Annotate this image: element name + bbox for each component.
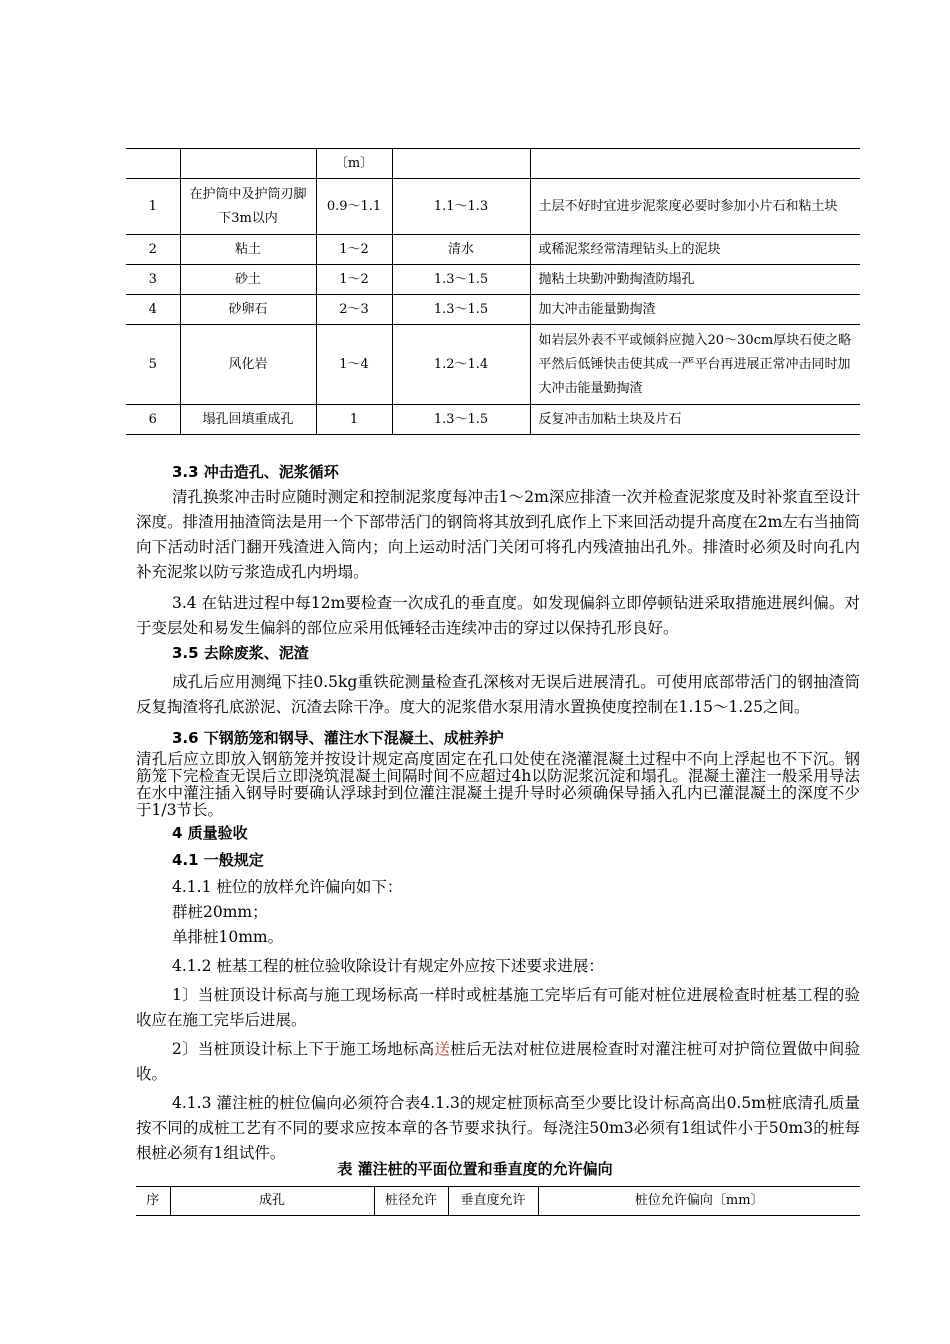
- paragraph: 清孔后应立即放入钢筋笼并按设计规定高度固定在孔口处使在浇灌混凝土过程中不向上浮起也不下沉。钢筋笼下完检查无误后立即浇筑混凝土间隔时间不应超过4h以防泥浆沉淀和塌孔。混凝土灌注一般采用导法在水中灌注插入钢导时要确认浮球封到位灌注混凝土提升导时必须确保导插入孔内已灌混凝土的深度不少于1/3节长。: [136, 750, 860, 819]
- row-layer: 砂卵石: [180, 295, 316, 325]
- section-heading: 3.5 去除废浆、泥渣: [172, 644, 309, 662]
- row-no: 5: [126, 325, 180, 405]
- paragraph: 4.1.1 桩位的放样允许偏向如下：: [172, 878, 403, 896]
- row-height: 1～2: [316, 265, 392, 295]
- pile-deviation-table: [136, 1186, 860, 1216]
- row-density: 清水: [392, 235, 530, 265]
- text-span: 桩后无法对桩位进展检查时对灌注桩可对护筒位置做中间验收。: [136, 1040, 860, 1083]
- row-height: 1～2: [316, 235, 392, 265]
- section-heading: 4 质量验收: [172, 824, 248, 842]
- row-height: 1～4: [316, 325, 392, 405]
- highlighted-char: 送: [434, 1040, 451, 1058]
- row-note: 或稀泥浆经常清理钻头上的泥块: [530, 235, 860, 265]
- row-layer: 粘土: [180, 235, 316, 265]
- table-cell: [530, 149, 860, 179]
- paragraph: 4.1.2 桩基工程的桩位验收除设计有规定外应按下述要求进展：: [172, 957, 604, 975]
- row-density: 1.3～1.5: [392, 295, 530, 325]
- section-heading: 3.3 冲击造孔、泥浆循环: [172, 463, 339, 481]
- table-row: [126, 265, 860, 295]
- row-layer: 砂土: [180, 265, 316, 295]
- paragraph: 单排桩10mm。: [172, 928, 284, 946]
- table-row: [126, 149, 860, 179]
- header-cell: 序: [136, 1187, 170, 1216]
- row-layer: 在护筒中及护筒刃脚下3m以内: [180, 179, 316, 235]
- paragraph: 1〕当桩顶设计标高与施工现场标高一样时或桩基施工完毕后有可能对桩位进展检查时桩基工程的验收应在施工完毕后进展。: [136, 986, 860, 1029]
- table-row: [126, 235, 860, 265]
- table-cell: [126, 149, 180, 179]
- paragraph: 群桩20mm；: [172, 903, 268, 921]
- header-cell: 桩径允许: [374, 1187, 448, 1216]
- header-cell: 桩位允许偏向〔mm〕: [538, 1187, 860, 1216]
- table-header-row: [136, 1187, 860, 1216]
- row-layer: 风化岩: [180, 325, 316, 405]
- row-height: 2～3: [316, 295, 392, 325]
- paragraph: 3.4 在钻进过程中每12m要检查一次成孔的垂直度。如发现偏斜立即停顿钻进采取措施进展纠偏。对于变层处和易发生偏斜的部位应采用低锤轻击连续冲击的穿过以保持孔形良好。: [136, 594, 860, 637]
- header-cell: 成孔: [170, 1187, 374, 1216]
- header-cell: 垂直度允许: [448, 1187, 538, 1216]
- text-span: 2〕当桩顶设计标上下于施工场地标高: [172, 1040, 435, 1058]
- paragraph: 成孔后应用测绳下挂0.5kg重铁砣测量检查孔深核对无误后进展清孔。可使用底部带活门的钢抽渣筒反复掏渣将孔底淤泥、沉渣去除干净。度大的泥浆借水泵用清水置换使度控制在1.15～1.25之间。: [136, 673, 860, 716]
- row-height: 0.9～1.1: [316, 179, 392, 235]
- table-row: [126, 325, 860, 405]
- table-row: [126, 179, 860, 235]
- row-density: 1.2～1.4: [392, 325, 530, 405]
- row-note: 土层不好时宜进步泥浆度必要时参加小片石和粘土块: [530, 179, 860, 235]
- paragraph: 4.1.3 灌注桩的桩位偏向必须符合表4.1.3的规定桩顶标高至少要比设计标高高出0.5m桩底清孔质量按不同的成桩工艺有不同的要求应按本章的各节要求执行。每浇注50m3必须有1组试件小于50m3的桩每根桩必须有1组试件。: [136, 1094, 860, 1162]
- row-no: 4: [126, 295, 180, 325]
- row-no: 3: [126, 265, 180, 295]
- row-note: 加大冲击能量勤掏渣: [530, 295, 860, 325]
- table-cell: [180, 149, 316, 179]
- row-no: 6: [126, 405, 180, 435]
- table-title: 表 灌注桩的平面位置和垂直度的允许偏向: [337, 1160, 613, 1178]
- table-cell: [392, 149, 530, 179]
- table-row: [126, 405, 860, 435]
- paragraph: [136, 1037, 860, 1087]
- section-heading: 4.1 一般规定: [172, 851, 264, 869]
- row-note: 抛粘土块勤冲勤掏渣防塌孔: [530, 265, 860, 295]
- row-height: 1: [316, 405, 392, 435]
- body-text: [136, 460, 860, 1166]
- row-no: 2: [126, 235, 180, 265]
- row-note: 反复冲击加粘土块及片石: [530, 405, 860, 435]
- row-density: 1.1～1.3: [392, 179, 530, 235]
- row-density: 1.3～1.5: [392, 265, 530, 295]
- paragraph: 清孔换浆冲击时应随时测定和控制泥浆度每冲击1～2m深应排渣一次并检查泥浆度及时补浆直至设计深度。排渣用抽渣筒法是用一个下部带活门的钢筒将其放到孔底作上下来回活动提升高度在2m左右当抽筒向下活动时活门翻开残渣进入筒内；向上运动时活门关闭可将孔内残渣抽出孔外。排渣时必须及时向孔内补充泥浆以防亏浆造成孔内坍塌。: [136, 488, 860, 581]
- row-note: 如岩层外表不平或倾斜应抛入20～30cm厚块石使之略平然后低锤快击使其成一严平台再进展正常冲击同时加大冲击能量勤掏渣: [530, 325, 860, 405]
- section-heading: 3.6 下钢筋笼和钢导、灌注水下混凝土、成桩养护: [172, 729, 504, 747]
- row-density: 1.3～1.5: [392, 405, 530, 435]
- mud-density-table: [126, 148, 860, 435]
- table-row: [126, 295, 860, 325]
- row-layer: 塌孔回填重成孔: [180, 405, 316, 435]
- row-no: 1: [126, 179, 180, 235]
- header-unit: 〔m〕: [316, 149, 392, 179]
